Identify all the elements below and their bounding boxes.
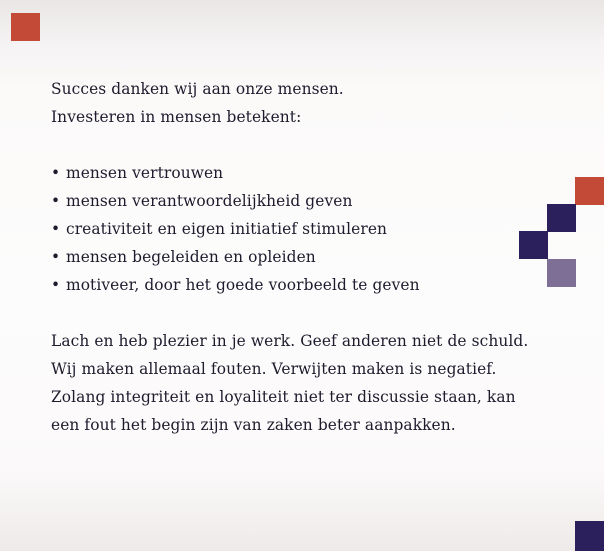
list-item-text: motiveer, door het goede voorbeeld te geven: [66, 276, 420, 294]
bullet-icon: •: [51, 248, 61, 266]
list-item: [51, 215, 521, 243]
list-item: [51, 271, 521, 299]
paragraph-spacer: [51, 299, 521, 327]
bullet-icon: •: [51, 192, 61, 210]
intro-line-1: Succes danken wij aan onze mensen.: [51, 80, 344, 98]
decorative-square-top-left: [11, 13, 40, 41]
decorative-square-bottom-right: [575, 521, 604, 551]
bullet-icon: •: [51, 220, 61, 238]
document-body: [51, 75, 529, 439]
bullet-icon: •: [51, 276, 61, 294]
list-item: [51, 187, 521, 215]
closing-line-4: een fout het begin zijn van zaken beter aanpakken.: [51, 416, 456, 434]
list-item-text: mensen verantwoordelijkheid geven: [66, 192, 353, 210]
list-item: [51, 243, 521, 271]
closing-line-3: Zolang integriteit en loyaliteit niet ter discussie staan, kan: [51, 388, 516, 406]
intro-line-2: Investeren in mensen betekent:: [51, 108, 302, 126]
bullet-icon: •: [51, 164, 61, 182]
list-item-text: creativiteit en eigen initiatief stimuleren: [66, 220, 388, 238]
closing-line-2: Wij maken allemaal fouten. Verwijten maken is negatief.: [51, 360, 497, 378]
decorative-square-right-red: [575, 177, 604, 205]
closing-line-1: Lach en heb plezier in je werk. Geef anderen niet de schuld.: [51, 332, 529, 350]
decorative-square-right-lilac: [547, 259, 576, 287]
decorative-square-right-navy-1: [547, 204, 576, 232]
list-item-text: mensen begeleiden en opleiden: [66, 248, 316, 266]
list-item-text: mensen vertrouwen: [66, 164, 224, 182]
investment-bullet-list: [51, 159, 521, 299]
decorative-square-right-navy-2: [519, 231, 548, 259]
paragraph-spacer: [51, 131, 521, 159]
list-item: [51, 159, 521, 187]
